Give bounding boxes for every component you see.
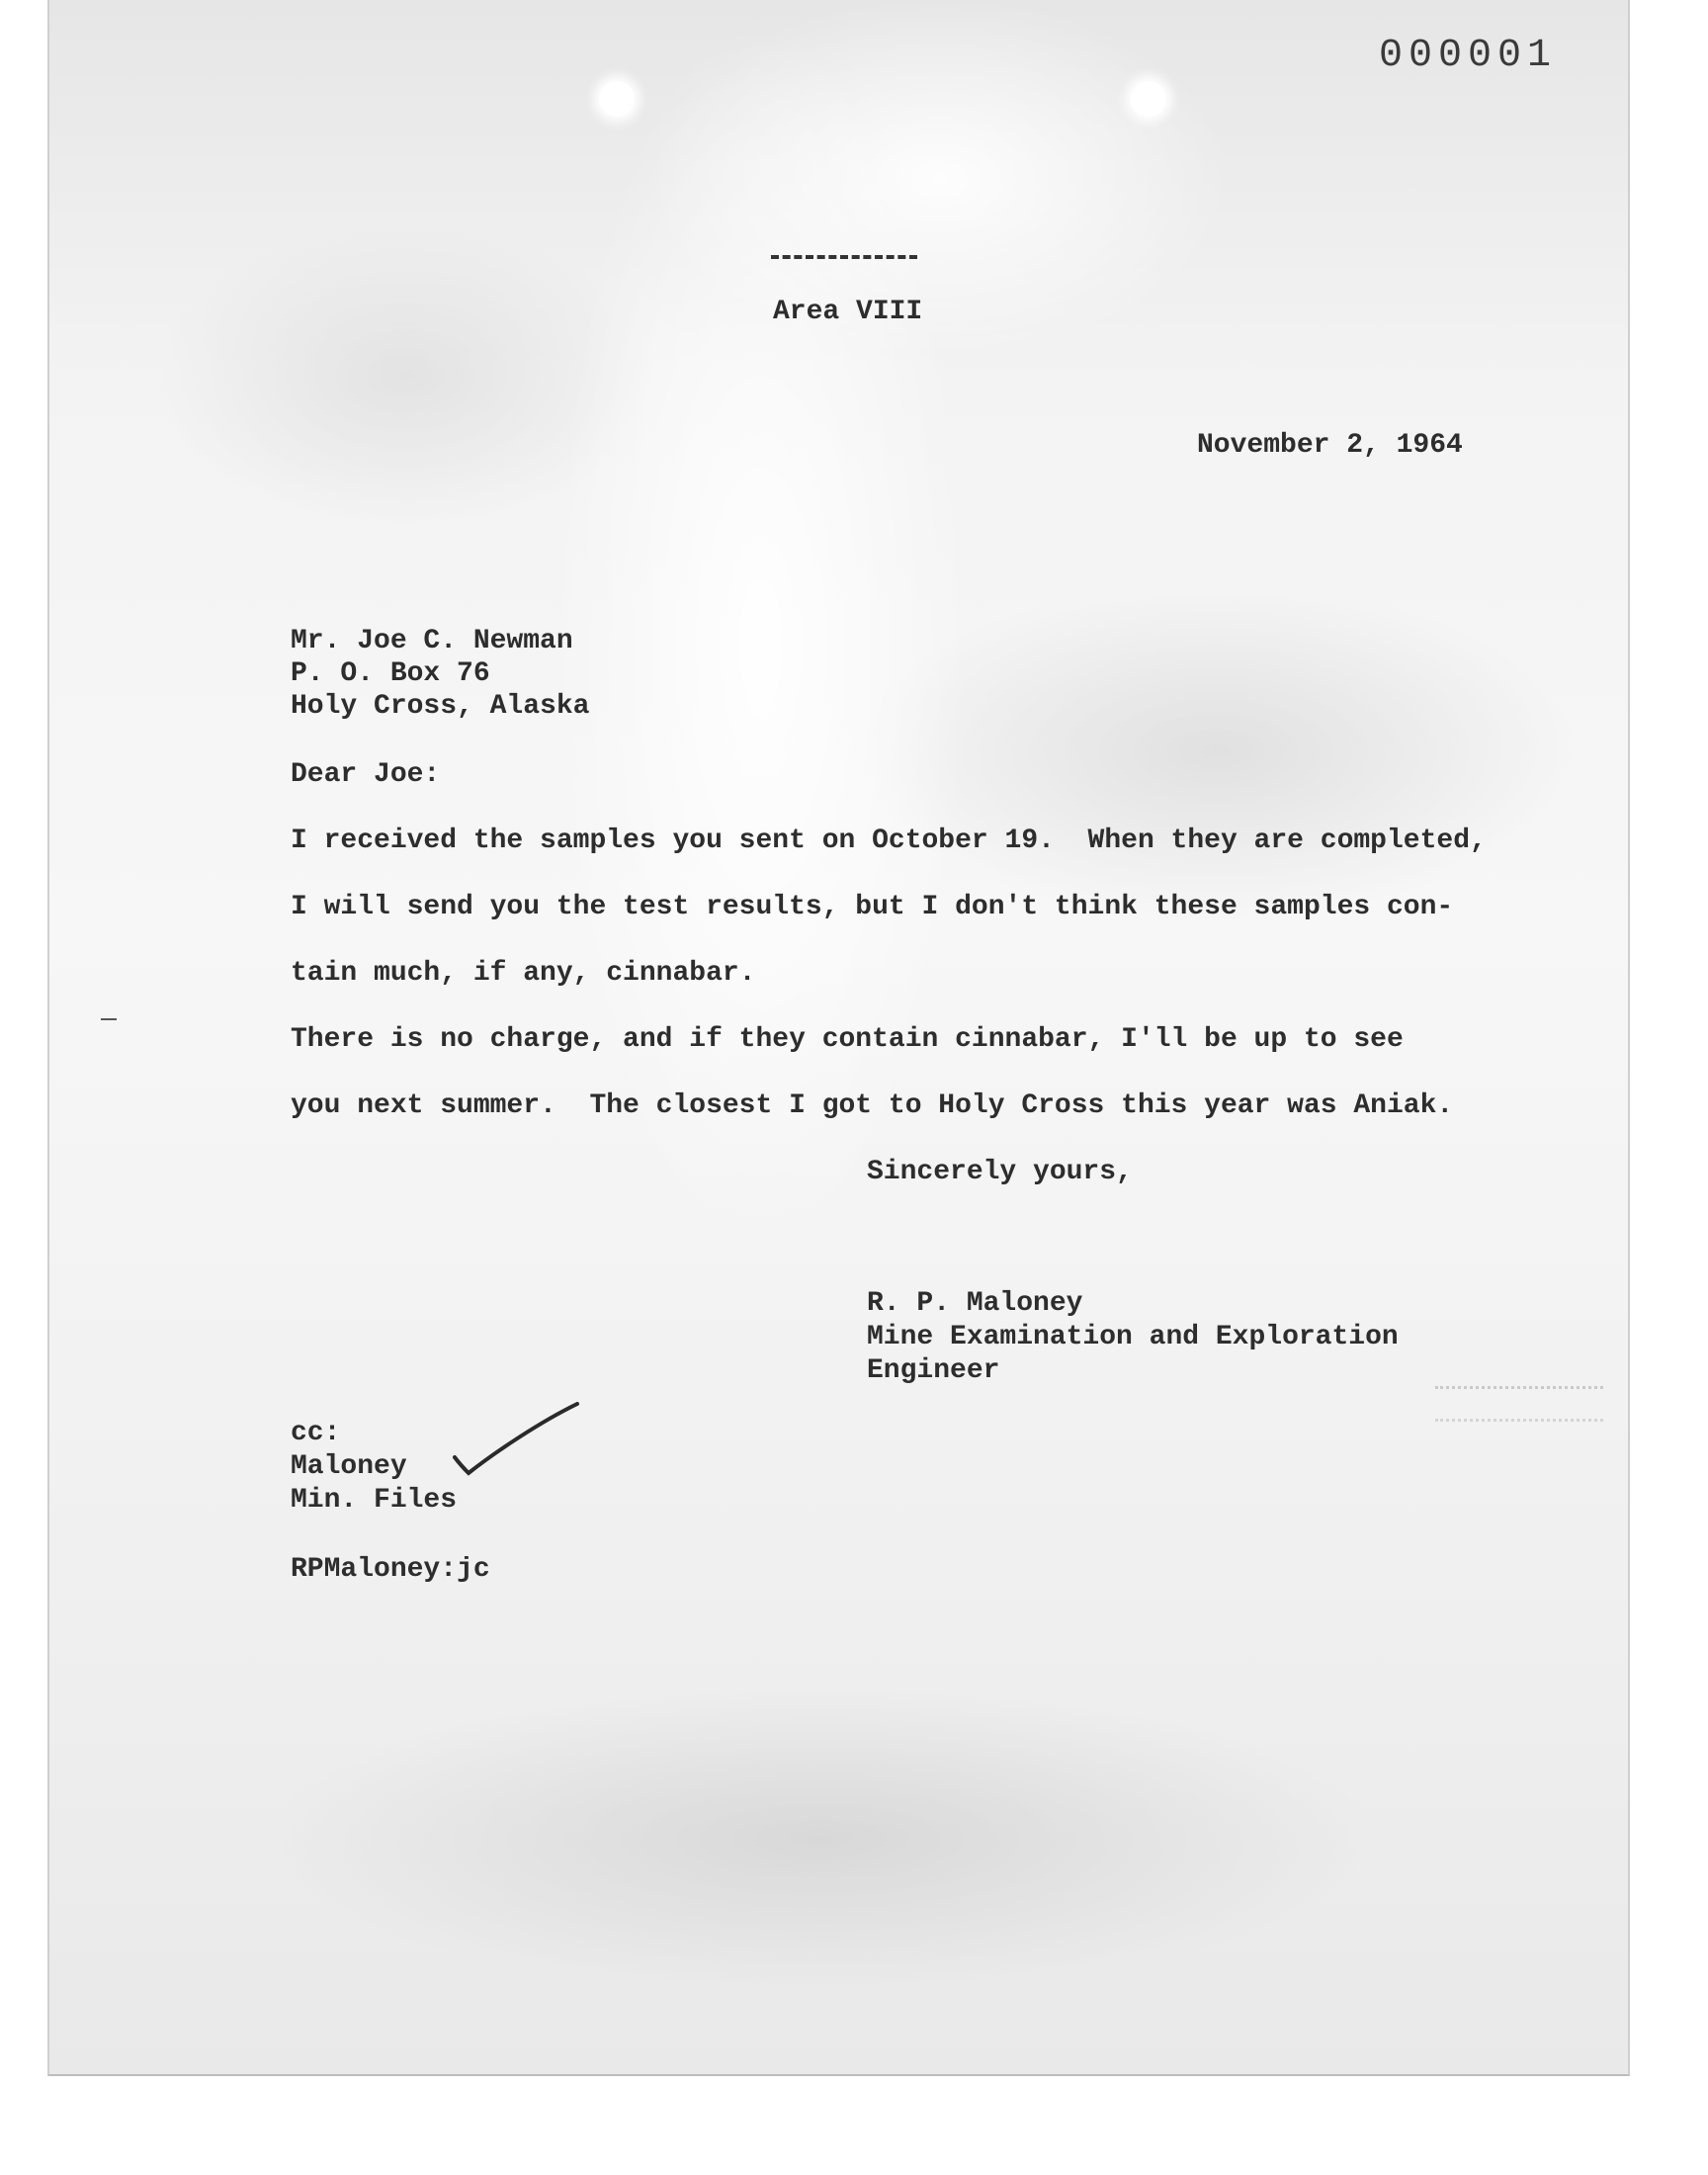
cc-recipient: Maloney [291,1451,407,1482]
punch-hole-right [1131,81,1166,117]
body-line: There is no charge, and if they contain cinnabar, I'll be up to see [291,1024,1404,1055]
recipient-address-line2: Holy Cross, Alaska [291,691,590,722]
scanned-page-frame [47,0,1630,2076]
signer-title-line2: Engineer [867,1355,1000,1386]
signer-name: R. P. Maloney [867,1288,1083,1319]
salutation: Dear Joe: [291,759,441,790]
signer-title-line1: Mine Examination and Exploration [867,1322,1399,1352]
recipient-name: Mr. Joe C. Newman [291,626,573,656]
area-title: Area VIII [773,297,923,327]
recipient-address [291,625,589,723]
letter-date: November 2, 1964 [1197,430,1463,461]
body-line: I received the samples you sent on October 19. When they are completed, [291,826,1487,856]
cc-block [291,1417,457,1518]
punch-hole-left [599,81,635,117]
body-line: tain much, if any, cinnabar. [291,958,756,989]
closing: Sincerely yours, [867,1157,1133,1187]
body-line: I will send you the test results, but I don't think these samples con- [291,892,1454,922]
body-line: you next summer. The closest I got to Holy Cross this year was Aniak. [291,1090,1454,1121]
cc-label: cc: [291,1418,341,1448]
faint-smudge [1435,1386,1603,1422]
signature-block [867,1287,1399,1388]
header-dashes [771,255,917,259]
margin-mark [101,1018,117,1020]
document-number: 000001 [1379,34,1558,78]
recipient-address-line1: P. O. Box 76 [291,658,490,689]
cc-recipient: Min. Files [291,1485,458,1516]
letter-page [49,0,1628,2074]
typist-initials: RPMaloney:jc [291,1554,490,1585]
check-mark-icon [447,1400,585,1479]
